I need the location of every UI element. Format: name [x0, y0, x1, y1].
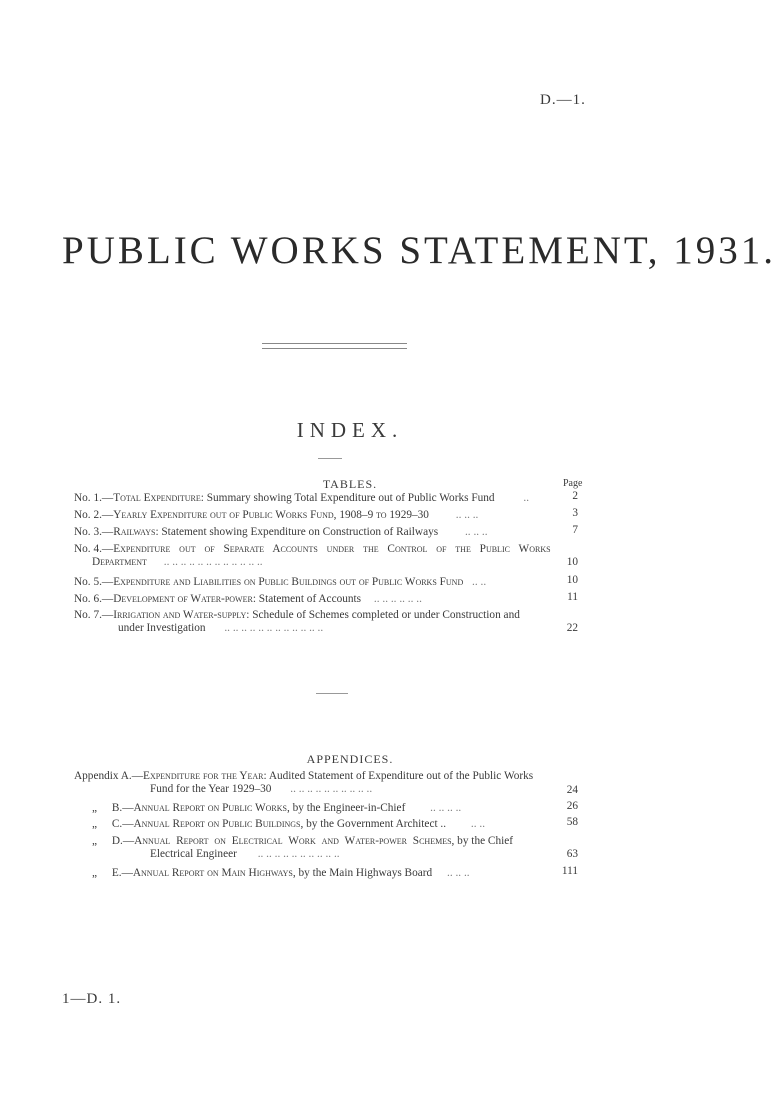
tables-heading: TABLES.: [322, 477, 378, 491]
entry-page: 22: [566, 622, 578, 634]
footer-reference: 1—D. 1.: [62, 991, 122, 1007]
appendix-entry-c: „ C.—Annual Report on Public Buildings, by the Government Architect .. .. ..: [92, 818, 486, 830]
ditto-mark: „: [92, 867, 98, 879]
table-entry-2: No. 2.—Yearly Expenditure out of Public Works Fund, 1908–9 to 1929–30 .. .. ..: [74, 509, 479, 521]
leader-dots: ..: [523, 492, 530, 504]
table-entry-1: [74, 490, 529, 506]
entry-page: 10: [566, 556, 578, 568]
index-divider: [318, 458, 342, 459]
entry-page: 58: [566, 816, 578, 828]
entry-page: 11: [567, 591, 578, 603]
ditto-mark: „: [92, 802, 98, 814]
entry-text: : Summary showing Total Expenditure out of Public Works Fund: [200, 492, 495, 504]
appendix-entry-d-continuation: Electrical Engineer .. .. .. .. .. .. .. .. .. ..: [150, 848, 340, 860]
entry-page: 3: [572, 507, 578, 519]
entry-page: 2: [572, 490, 578, 502]
appendices-heading: APPENDICES.: [306, 752, 394, 766]
table-entry-4-continuation: Department .. .. .. .. .. .. .. .. .. .. .. ..: [92, 556, 263, 568]
page-column-label: Page: [563, 478, 583, 489]
table-entry-3: No. 3.—Railways: Statement showing Expenditure on Construction of Railways .. .. ..: [74, 526, 488, 538]
appendix-entry-e: „ E.—Annual Report on Main Highways, by the Main Highways Board .. .. ..: [92, 867, 470, 879]
entry-page: 7: [572, 524, 578, 536]
entry-number: No. 1.—: [74, 492, 114, 504]
entry-page: 111: [561, 865, 578, 877]
section-divider: [316, 693, 348, 694]
entry-page: 10: [566, 574, 578, 586]
table-entry-5: No. 5.—Expenditure and Liabilities on Public Buildings out of Public Works Fund .. ..: [74, 576, 487, 588]
appendix-entry-b: „ B.—Annual Report on Public Works, by the Engineer-in-Chief .. .. .. ..: [92, 802, 462, 814]
title-divider: [262, 343, 407, 349]
page-reference: D.—1.: [540, 92, 586, 108]
ditto-mark: „: [92, 835, 98, 847]
appendix-entry-d: „ D.—Annual Report on Electrical Work and Water-power Schemes, by the Chief: [92, 835, 514, 847]
ditto-mark: „: [92, 818, 98, 830]
table-entry-6: No. 6.—Development of Water-power: Statement of Accounts .. .. .. .. .. ..: [74, 593, 422, 605]
entry-page: 63: [566, 848, 578, 860]
table-entry-7-continuation: under Investigation .. .. .. .. .. .. .. .. .. .. .. ..: [118, 622, 324, 634]
index-heading: INDEX.: [296, 418, 404, 442]
appendix-entry-a-continuation: Fund for the Year 1929–30 .. .. .. .. .. .. .. .. .. ..: [150, 783, 373, 795]
document-title: PUBLIC WORKS STATEMENT, 1931.: [62, 229, 776, 272]
table-entry-7: No. 7.—Irrigation and Water-supply: Schedule of Schemes completed or under Construction and: [74, 609, 520, 621]
appendix-entry-a: Appendix A.—Expenditure for the Year: Audited Statement of Expenditure out of the Public Works: [74, 770, 534, 782]
entry-caps: Total Expenditure: [113, 492, 201, 504]
entry-page: 26: [566, 800, 578, 812]
table-entry-4: No. 4.—Expenditure out of Separate Accounts under the Control of the Public Works: [74, 543, 551, 555]
entry-page: 24: [566, 784, 578, 796]
